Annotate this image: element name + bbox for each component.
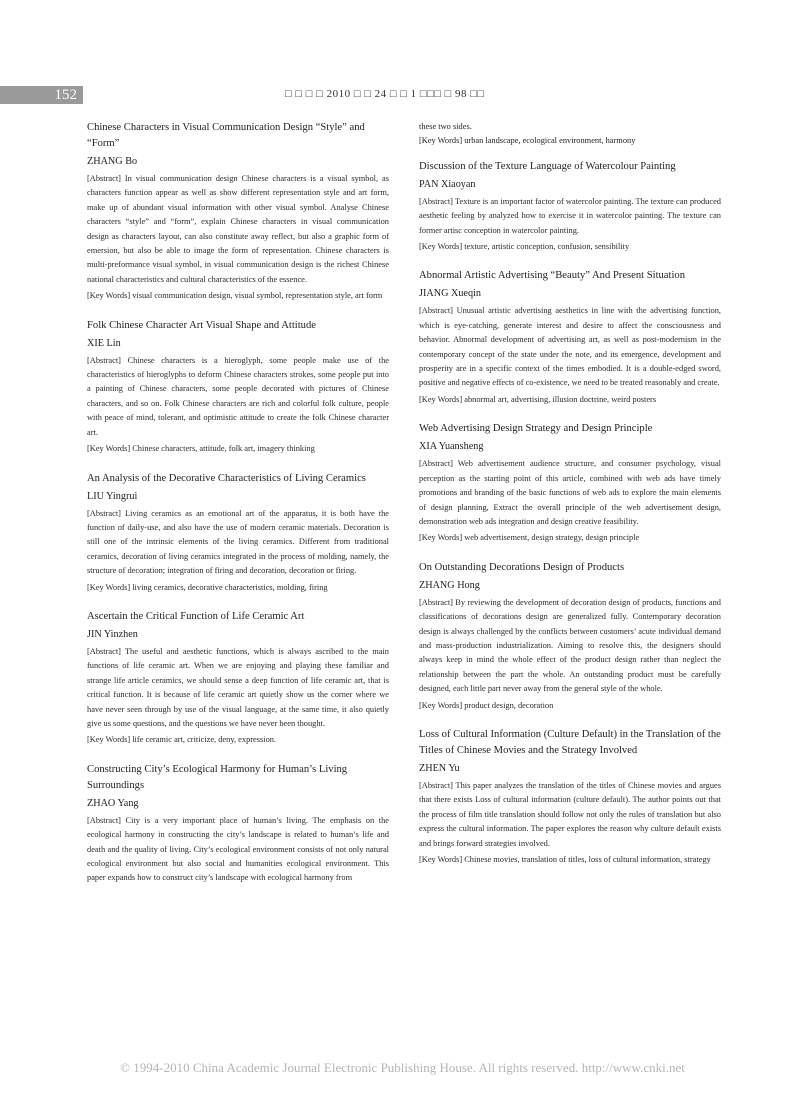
article-keywords: [Key Words] Chinese movies, translation of titles, loss of cultural information, strategy	[419, 855, 711, 864]
article-author: ZHAO Yang	[87, 797, 139, 809]
article-title: Constructing City’s Ecological Harmony for Human’s Living Surroundings	[87, 763, 348, 791]
article	[419, 268, 721, 407]
page-number: 152	[0, 86, 83, 104]
article	[87, 471, 389, 595]
article-keywords: [Key Words] texture, artistic conception, confusion, sensibility	[419, 242, 630, 252]
article-title: Ascertain the Critical Function of Life Ceramic Art	[87, 610, 305, 622]
article-keywords: [Key Words] life ceramic art, criticize, deny, expression.	[87, 735, 277, 745]
continued-abstract-text: these two sides.	[419, 122, 472, 131]
article-author: XIE Lin	[87, 337, 121, 349]
article	[419, 560, 721, 713]
article-author: PAN Xiaoyan	[419, 178, 476, 190]
article-author: ZHANG Bo	[87, 156, 138, 167]
article-title: On Outstanding Decorations Design of Products	[419, 561, 625, 573]
article-abstract: [Abstract] This paper analyzes the translation of the titles of Chinese movies and argues that there exists Loss of cultural information (culture default). The author points out that the process of film title translation should follow not only the rules of translation but also express the cultural information. The paper explores the reason why culture default exists and brings forward strategies involved.	[419, 780, 721, 848]
article-author: JIANG Xueqin	[419, 288, 481, 300]
article-abstract: [Abstract] Web advertisement audience structure, and consumer psychology, visual perception as the starting point of this article, combined with web ads have timely promotions and branding of the basic functions of web ads to explore the main elements of design planning, Extract the overall principle of the web advertisement design, demonstration web ads integration and design creative feasibility.	[419, 459, 721, 526]
article	[419, 159, 721, 255]
article-abstract: [Abstract] Chinese characters is a hieroglyph, some people make use of the characteristics of hieroglyphs to deform Chinese characters strokes, some people put into a painting of Chinese characters, some people decorated with pictures of Chinese characters, and so on. Folk Chinese characters are rich and colorful folk culture, people with peace of mind, tolerant, and optimistic attitude to create the folk Chinese character art.	[87, 355, 389, 437]
article	[419, 421, 721, 545]
article-title: Loss of Cultural Information (Culture Default) in the Translation of the Titles of Chinese Movies and the Strategy Involved	[419, 728, 721, 756]
left-column	[87, 120, 389, 900]
continued-keywords: [Key Words] urban landscape, ecological environment, harmony	[419, 136, 636, 146]
article-keywords: [Key Words] visual communication design, visual symbol, representation style, art form	[87, 291, 383, 301]
article-author: XIA Yuansheng	[419, 441, 484, 453]
article-abstract: [Abstract] Texture is an important factor of watercolor painting. The texture can produced aesthetic feeling by analyzed how to exercise it in watercolor painting. The texture can former artisc conception in watercolor painting.	[419, 196, 721, 235]
article	[419, 727, 721, 867]
article-title: Web Advertising Design Strategy and Design Principle	[419, 423, 653, 435]
right-column	[419, 120, 721, 881]
article	[87, 609, 389, 748]
article-title: Folk Chinese Character Art Visual Shape and Attitude	[87, 319, 316, 331]
article-keywords: [Key Words] product design, decoration	[419, 700, 554, 710]
article-author: JIN Yinzhen	[87, 628, 138, 640]
continued-abstract	[419, 120, 721, 149]
article-author: ZHANG Hong	[419, 579, 480, 591]
article-abstract: [Abstract] In visual communication design Chinese characters is a visual symbol, as characters function appear as well as show different representation style and art form, make up of abundant visual information with other visual symbol. Analyse Chinese characters “style” and “form”, explain Chinese characters in visual communication design as characters layout, can also constitute away reflect, but also a graphic form of emersion, but also be able to image the form of representation. Chinese characters is multi-preformance visual symbol, in visual communication design is the richest Chinese national characteristics and cultural characteristics of the essence.	[87, 174, 389, 284]
running-head: □ □ □ □ 2010 □ □ 24 □ □ 1 □□□ □ 98 □□	[285, 88, 485, 100]
article-author: ZHEN Yu	[419, 762, 460, 774]
article	[87, 762, 389, 886]
article	[87, 318, 389, 457]
article-title: Abnormal Artistic Advertising “Beauty” And Present Situation	[419, 270, 685, 282]
article-author: LIU Yingrui	[87, 490, 138, 502]
article-title: Chinese Characters in Visual Communication Design “Style” and “Form”	[87, 122, 365, 149]
article	[87, 120, 389, 304]
copyright-footer: © 1994-2010 China Academic Journal Electronic Publishing House. All rights reserved. http://www.cnki.net	[120, 1060, 685, 1075]
article-abstract: [Abstract] Living ceramics as an emotional art of the apparatus, it is both have the function of daily-use, and also have the use of modern ceramic materials. Decoration is still one of the intrinsic elements of the living ceramics. Different from traditional ceramics, decoration of living ceramics integrated in the process of molding, namely, the structure of decoration; integration of firing and decoration, decoration or firing.	[87, 508, 389, 576]
article-keywords: [Key Words] web advertisement, design strategy, design principle	[419, 533, 640, 543]
article-keywords: [Key Words] abnormal art, advertising, illusion doctrine, weird posters	[419, 394, 657, 404]
article-abstract: [Abstract] City is a very important place of human’s living. The emphasis on the ecological harmony in constructing the city’s landscape is related to human’s life and death and the quality of living. City’s ecological environment consists of not only natural ecological environment but also social and humanities ecological environment. This paper expands how to construct city’s landscape with ecological harmony from	[87, 815, 389, 883]
article-abstract: [Abstract] By reviewing the development of decoration design of products, functions and classifications of decorations design are generalized fully. Contemporary decoration design is always challenged by the conflicts between customers’ acute individual demand and mass-production industrialization. Aiming to resolve this, the designers should always keep in mind the whole effect of the product design rather than neglect the relationship between the part the whole. An outstanding product must be carefully designed, each little part never away from the general style of the whole.	[419, 597, 721, 694]
article-abstract: [Abstract] Unusual artistic advertising aesthetics in line with the advertising function, which is eye-catching, generate interest and desire to affect the consciousness and behavior. Abnormal development of advertising art, as well as post-modernism in the contemporary concept of the state under the note, and its emergence, development and prosperity are in a specific context of the times embodied. It is a double-edged sword, positive and negative effects of co-existence, we need to be treated reasonably and create.	[419, 306, 721, 388]
article-title: An Analysis of the Decorative Characteristics of Living Ceramics	[87, 472, 366, 484]
article-title: Discussion of the Texture Language of Watercolour Painting	[419, 160, 676, 172]
article-abstract: [Abstract] The useful and aesthetic functions, which is always ascribed to the main functions of life ceramic art. When we are enjoying and playing these familiar and strange life article ceramics, we should sense a deep function of life ceramic art, that is critical function. It is because of life ceramic art quietly show us the corner where we have never seen through by use of the visual language, at the same time, it also quietly give us some questions, and the questions we have never been thought.	[87, 646, 389, 728]
article-keywords: [Key Words] Chinese characters, attitude, folk art, imagery thinking	[87, 444, 315, 454]
article-keywords: [Key Words] living ceramics, decorative characteristics, molding, firing	[87, 582, 328, 592]
